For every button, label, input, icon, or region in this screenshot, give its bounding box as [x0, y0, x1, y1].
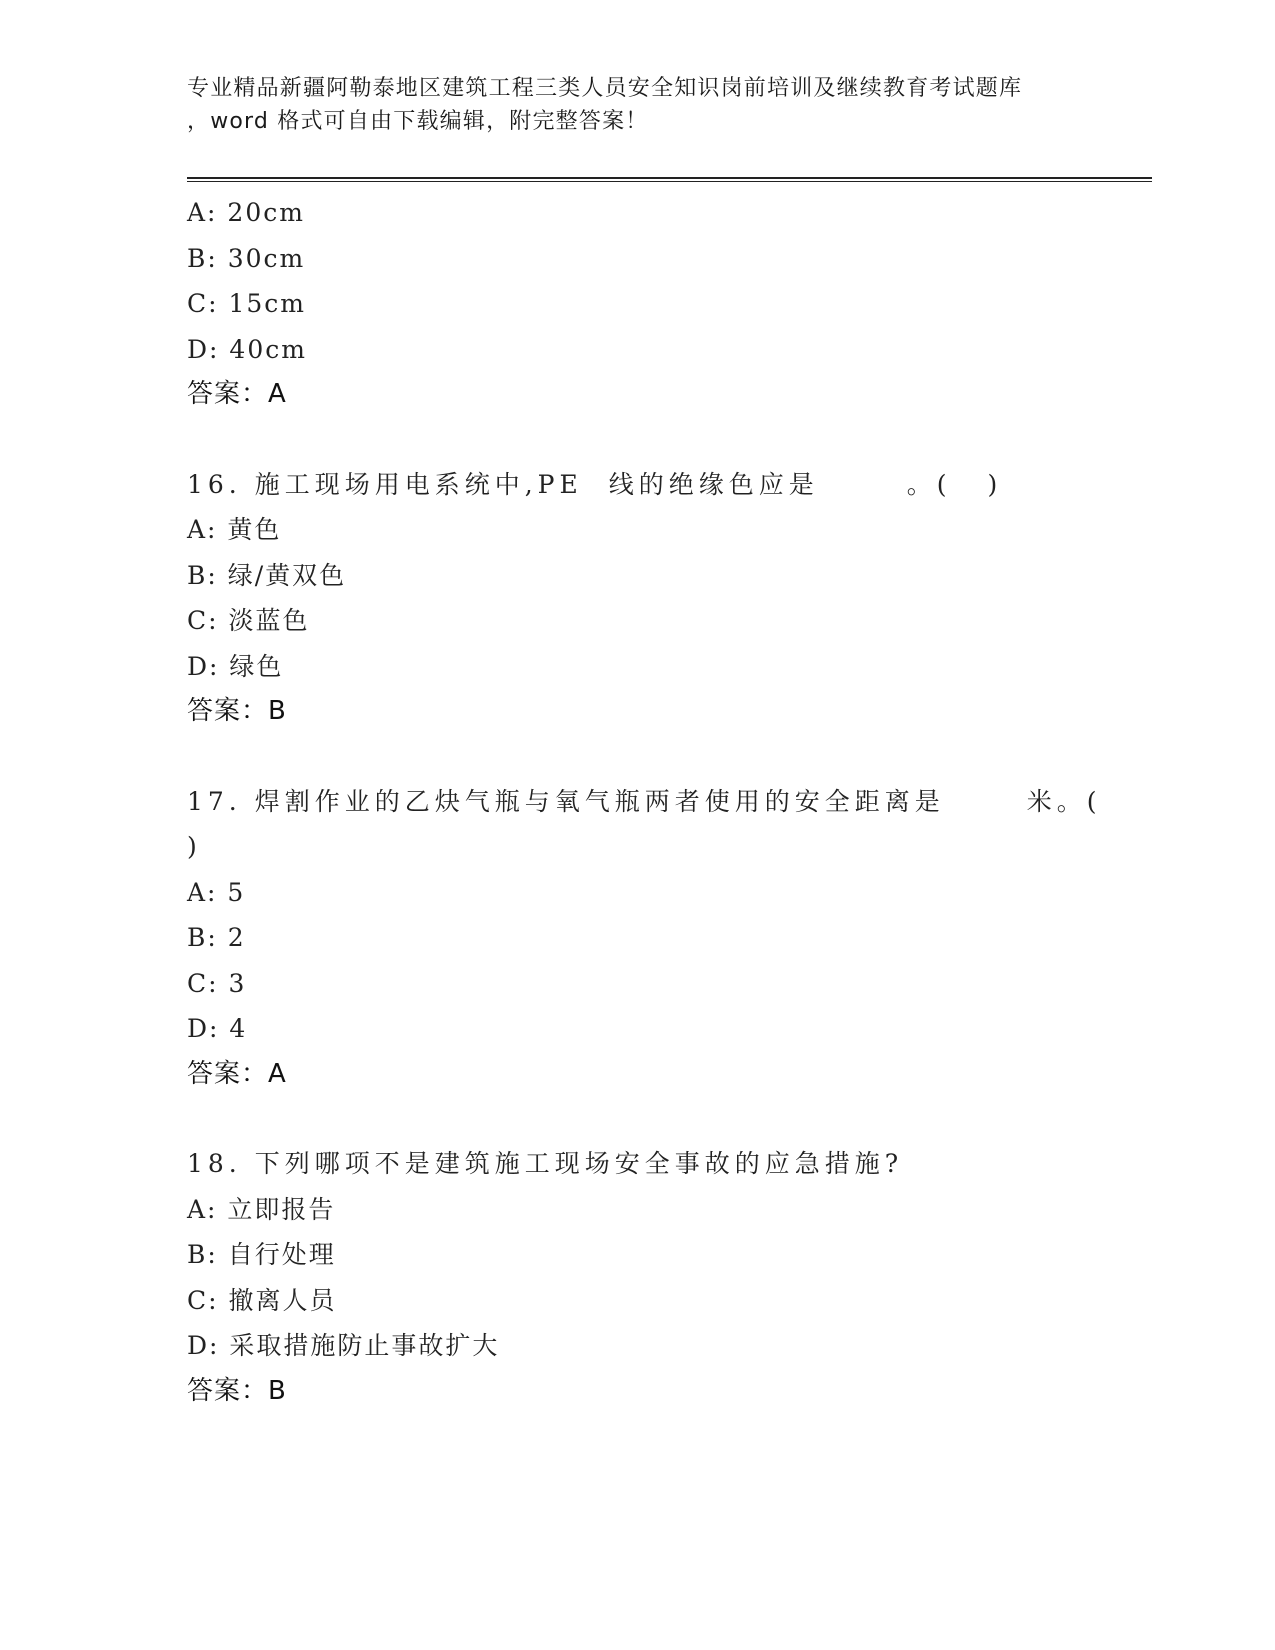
header-divider-thick	[187, 177, 1152, 179]
question-stem-bracket-close: )	[987, 469, 1003, 499]
question-stem-text: 线的绝缘色应是	[608, 469, 819, 499]
option-d: D: 绿色	[187, 651, 284, 681]
answer-line: 答案：A	[187, 379, 287, 409]
option-d: D: 4	[187, 1014, 248, 1043]
option-c: C: 撤离人员	[187, 1285, 337, 1315]
answer-line: 答案：B	[187, 1375, 287, 1406]
option-a: A: 20cm	[187, 198, 305, 227]
option-c: C: 3	[187, 968, 247, 998]
option-b: B: 2	[187, 923, 246, 952]
option-a: A: 5	[187, 877, 246, 907]
question-18-block	[187, 1141, 1152, 1414]
header-divider-thin	[187, 181, 1152, 182]
option-d: D: 采取措施防止事故扩大	[187, 1331, 500, 1360]
option-d: D: 40cm	[187, 334, 307, 364]
option-b: B: 绿/黄双色	[187, 560, 347, 590]
option-c: C: 淡蓝色	[187, 606, 310, 635]
option-c: C: 15cm	[187, 289, 307, 318]
header-title-line2: ，word 格式可自由下载编辑，附完整答案！	[187, 109, 649, 134]
question-16-block	[187, 462, 1152, 735]
question-stem	[187, 779, 1152, 825]
question-content	[187, 190, 1152, 1414]
question-stem-text: 16. 施工现场用电系统中,PE	[187, 469, 583, 499]
question-15-block	[187, 190, 1152, 418]
option-a: A: 黄色	[187, 515, 282, 544]
header-title-line1: 专业精品新疆阿勒泰地区建筑工程三类人员安全知识岗前培训及继续教育考试题库	[187, 76, 1023, 101]
option-b: B: 30cm	[187, 243, 306, 273]
question-stem-bracket-close: )	[187, 832, 199, 861]
question-stem	[187, 462, 1152, 508]
answer-line: 答案：A	[187, 1058, 287, 1089]
answer-line: 答案：B	[187, 696, 287, 726]
option-b: B: 自行处理	[187, 1240, 336, 1269]
question-stem: 18. 下列哪项不是建筑施工现场安全事故的应急措施?	[187, 1149, 904, 1178]
question-stem-bracket: 米。(	[1026, 786, 1102, 816]
question-stem-bracket: 。(	[906, 469, 952, 499]
document-header	[187, 72, 1092, 138]
question-stem-text: 17. 焊割作业的乙炔气瓶与氧气瓶两者使用的安全距离是	[187, 786, 945, 816]
option-a: A: 立即报告	[187, 1194, 336, 1224]
question-17-block	[187, 779, 1152, 1098]
